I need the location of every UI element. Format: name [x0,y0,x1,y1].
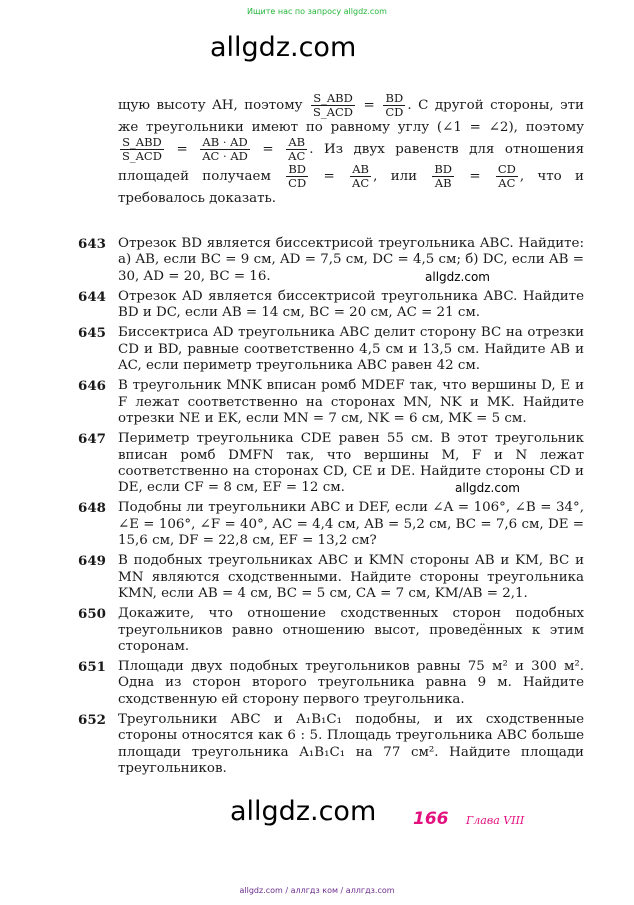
problem-text: Биссектриса AD треугольника ABC делит сторону BC на отрезки CD и BD, равные соответственно 4,5 см и 13,5 см. Найдите AB и AC, если периметр треугольника ABC равен 42 см. [118,325,584,374]
problem-651 [78,659,584,708]
fraction-bd-cd: $\frac{BD}{CD}$ [385,91,404,119]
problem-text: В треугольник MNK вписан ромб MDEF так, что вершины D, E и F лежат соответственно на сторонах MN, NK и MK. Найдите отрезки NE и EK, если MN = 7 см, NK = 6 см, MK = 5 см. [118,378,584,426]
problem-text: Периметр треугольника CDE равен 55 см. В этот треугольник вписан ромб DMFN так, что вершины M, F и N лежат соответственно на сторонах CD, CE и DE. Найдите стороны CD и DE, если CF = 8 см, EF = 12 см. [118,431,584,496]
top-search-link[interactable]: Ищите нас по запросу allgdz.com [247,7,387,16]
fraction-sabd-sacd: $\frac{\text{S\_ABD}}{\text{S\_ACD}}$ [313,91,353,119]
problem-number: 646 [78,378,106,395]
fraction-ab-ac-2: $\frac{AB}{AC}$ [352,162,370,190]
problem-text: Докажите, что отношение сходственных сторон подобных треугольников равно отношению высот, проведённых к этим сторонам. [118,606,584,654]
problem-list [78,236,584,781]
problem-643 [78,236,584,285]
problem-649 [78,553,584,602]
watermark-top: allgdz.com [210,32,357,63]
problem-number: 649 [78,553,106,570]
fraction-bd-ab: $\frac{BD}{AB}$ [434,162,453,190]
problem-number: 647 [78,431,106,448]
problem-652 [78,712,584,777]
problem-text: Треугольники ABC и A₁B₁C₁ подобны, и их сходственные стороны относятся как 6 : 5. Площадь треугольника ABC больше площади треугольника A₁B₁C₁ на 77 см². Найдите площади треугольников. [118,712,584,776]
intro-text-2: . С другой стороны, эти же треугольники имеют по равному углу (∠1 = ∠2), поэтому [118,98,584,135]
problem-number: 650 [78,606,106,623]
problem-648 [78,500,584,549]
chapter-label: Глава VIII [466,814,525,827]
problem-number: 652 [78,712,106,729]
fraction-sabd-sacd-2: $\frac{\text{S\_ABD}}{\text{S\_ACD}}$ [122,135,162,163]
problem-text: В подобных треугольниках ABC и KMN стороны AB и KM, BC и MN являются сходственными. Найдите стороны треугольника KMN, если AB = 4 см, BC = 5 см, CA = 7 см, KM/AB = 2,1. [118,553,584,601]
problem-646 [78,378,584,427]
watermark-bottom: allgdz.com [230,796,377,827]
problem-text: Площади двух подобных треугольников равны 75 м² и 300 м². Одна из сторон второго треугольника равна 9 м. Найдите сходственную ей сторону первого треугольника. [118,659,584,707]
fraction-bd-cd-2: $\frac{BD}{CD}$ [288,162,307,190]
proof-continuation: щую высоту AH, поэтому $\frac{\text{S\_ABD}}{\text{S\_ACD}}$ = $\frac{BD}{CD}$ . С другой стороны, эти же треугольники имеют по равному углу (∠1 = ∠2), поэтому $\frac{\text{S\_ABD}}{\text{S\_ACD}}$ = $\frac{AB \cdot AD}{AC \cdot AD}$ = $\frac{AB}{AC}$ . Из двух равенств для отношения площадей получаем $\frac{BD}{CD}$ = $\frac{AB}{AC}$ , или $\frac{BD}{AB}$ = $\frac{CD}{AC}$ , что и требовалось доказать. [118,91,585,206]
fraction-cd-ac: $\frac{CD}{AC}$ [497,162,516,190]
intro-text-1: щую высоту AH, поэтому [118,98,303,113]
watermark-mid-2: allgdz.com [455,481,520,495]
problem-text: Подобны ли треугольники ABC и DEF, если ∠A = 106°, ∠B = 34°, ∠E = 106°, ∠F = 40°, AC = 4,4 см, AB = 5,2 см, BC = 7,6 см, DE = 15,6 см, DF = 22,8 см, EF = 13,2 см? [118,500,584,549]
intro-text-end: , что и требовалось доказать. [118,169,584,206]
bottom-site-links[interactable]: allgdz.com / аллгдз ком / аллгдз.com [239,886,395,895]
intro-text-3: . Из двух равенств для отношения площадей получаем [118,142,585,184]
fraction-products: $\frac{AB \cdot AD}{AC \cdot AD}$ [202,135,248,163]
watermark-mid-1: allgdz.com [425,270,490,284]
problem-number: 643 [78,236,106,252]
problem-text: Отрезок BD является биссектрисой треугольника ABC. Найдите: а) AB, если BC = 9 см, AD = 7,5 см, DC = 4,5 см; б) DC, если AB = 30, AD = 20, BC = 16. [118,236,584,284]
page-number: 166 [413,809,449,829]
problem-number: 645 [78,325,106,342]
problem-644 [78,289,584,322]
problem-number: 644 [78,288,106,305]
problem-text: Отрезок AD является биссектрисой треугольника ABC. Найдите BD и DC, если AB = 14 см, BC = 20 см, AC = 21 см. [118,288,584,321]
problem-number: 648 [78,500,106,517]
problem-650 [78,606,584,655]
problem-number: 651 [78,659,106,676]
problem-645 [78,325,584,374]
fraction-ab-ac: $\frac{AB}{AC}$ [288,135,306,163]
